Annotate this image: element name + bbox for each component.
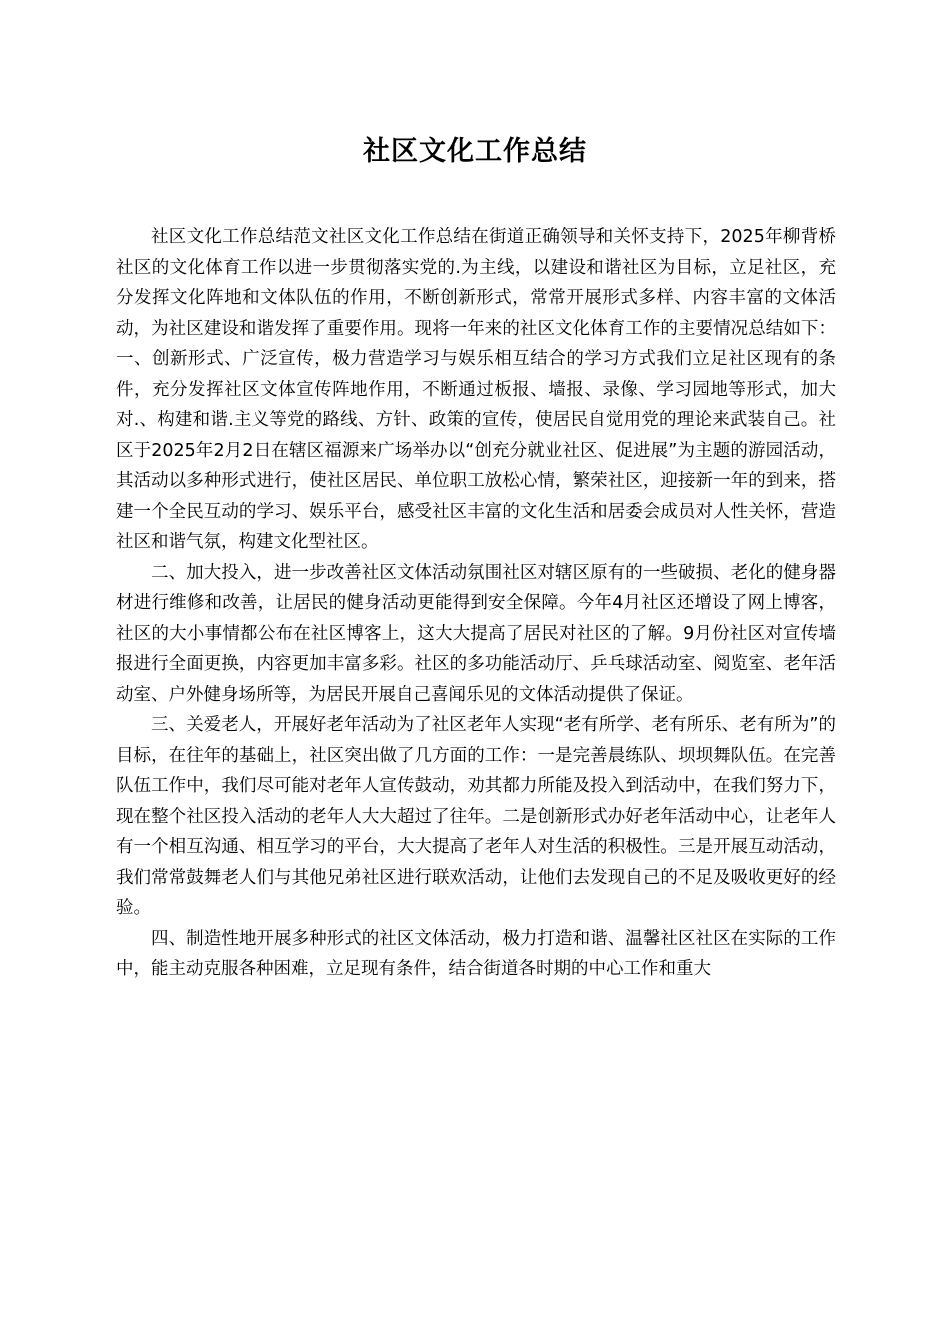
document-title: 社区文化工作总结 [363,136,587,167]
paragraph-2: 二、加大投入，进一步改善社区文体活动氛围社区对辖区原有的一些破损、老化的健身器材进行维修和改善，让居民的健身活动更能得到安全保障。今年4月社区还增设了网上博客，社区的大小事情都公布在社区博客上，这大大提高了居民对社区的了解。9月份社区对宣传墙报进行全面更换，内容更加丰富多彩。社区的多功能活动厅、乒乓球活动室、阅览室、老年活动室、户外健身场所等，为居民开展自己喜闻乐见的文体活动提供了保证。 [116,562,836,705]
paragraph-1: 社区文化工作总结范文社区文化工作总结在街道正确领导和关怀支持下，2025年柳背桥社区的文化体育工作以进一步贯彻落实党的.为主线，以建设和谐社区为目标，立足社区，充分发挥文化阵地和文体队伍的作用，不断创新形式，常常开展形式多样、内容丰富的文体活动，为社区建设和谐发挥了重要作用。现将一年来的社区文化体育工作的主要情况总结如下：一、创新形式、广泛宣传，极力营造学习与娱乐相互结合的学习方式我们立足社区现有的条件，充分发挥社区文体宣传阵地作用，不断通过板报、墙报、录像、学习园地等形式，加大对.、构建和谐.主义等党的路线、方针、政策的宣传，使居民自觉用党的理论来武装自己。社区于2025年2月2日在辖区福源来广场举办以“创充分就业社区、促进展”为主题的游园活动，其活动以多种形式进行，使社区居民、单位职工放松心情，繁荣社区，迎接新一年的到来，搭建一个全民互动的学习、娱乐平台，感受社区丰富的文化生活和居委会成员对人性关怀，营造社区和谐气氛，构建文化型社区。 [116,227,836,552]
paragraph-4: 四、制造性地开展多种形式的社区文体活动，极力打造和谐、温馨社区社区在实际的工作中，能主动克服各种困难，立足现有条件，结合街道各时期的中心工作和重大 [116,928,836,979]
paragraph-3: 三、关爱老人，开展好老年活动为了社区老年人实现“老有所学、老有所乐、老有所为”的目标，在往年的基础上，社区突出做了几方面的工作：一是完善晨练队、坝坝舞队伍。在完善队伍工作中，我们尽可能对老年人宣传鼓动，劝其都力所能及投入到活动中，在我们努力下，现在整个社区投入活动的老年人大大超过了往年。二是创新形式办好老年活动中心，让老年人有一个相互沟通、相互学习的平台，大大提高了老年人对生活的积极性。三是开展互动活动，我们常常鼓舞老人们与其他兄弟社区进行联欢活动，让他们去发现自己的不足及吸收更好的经验。 [116,715,836,918]
document-body [116,222,836,985]
